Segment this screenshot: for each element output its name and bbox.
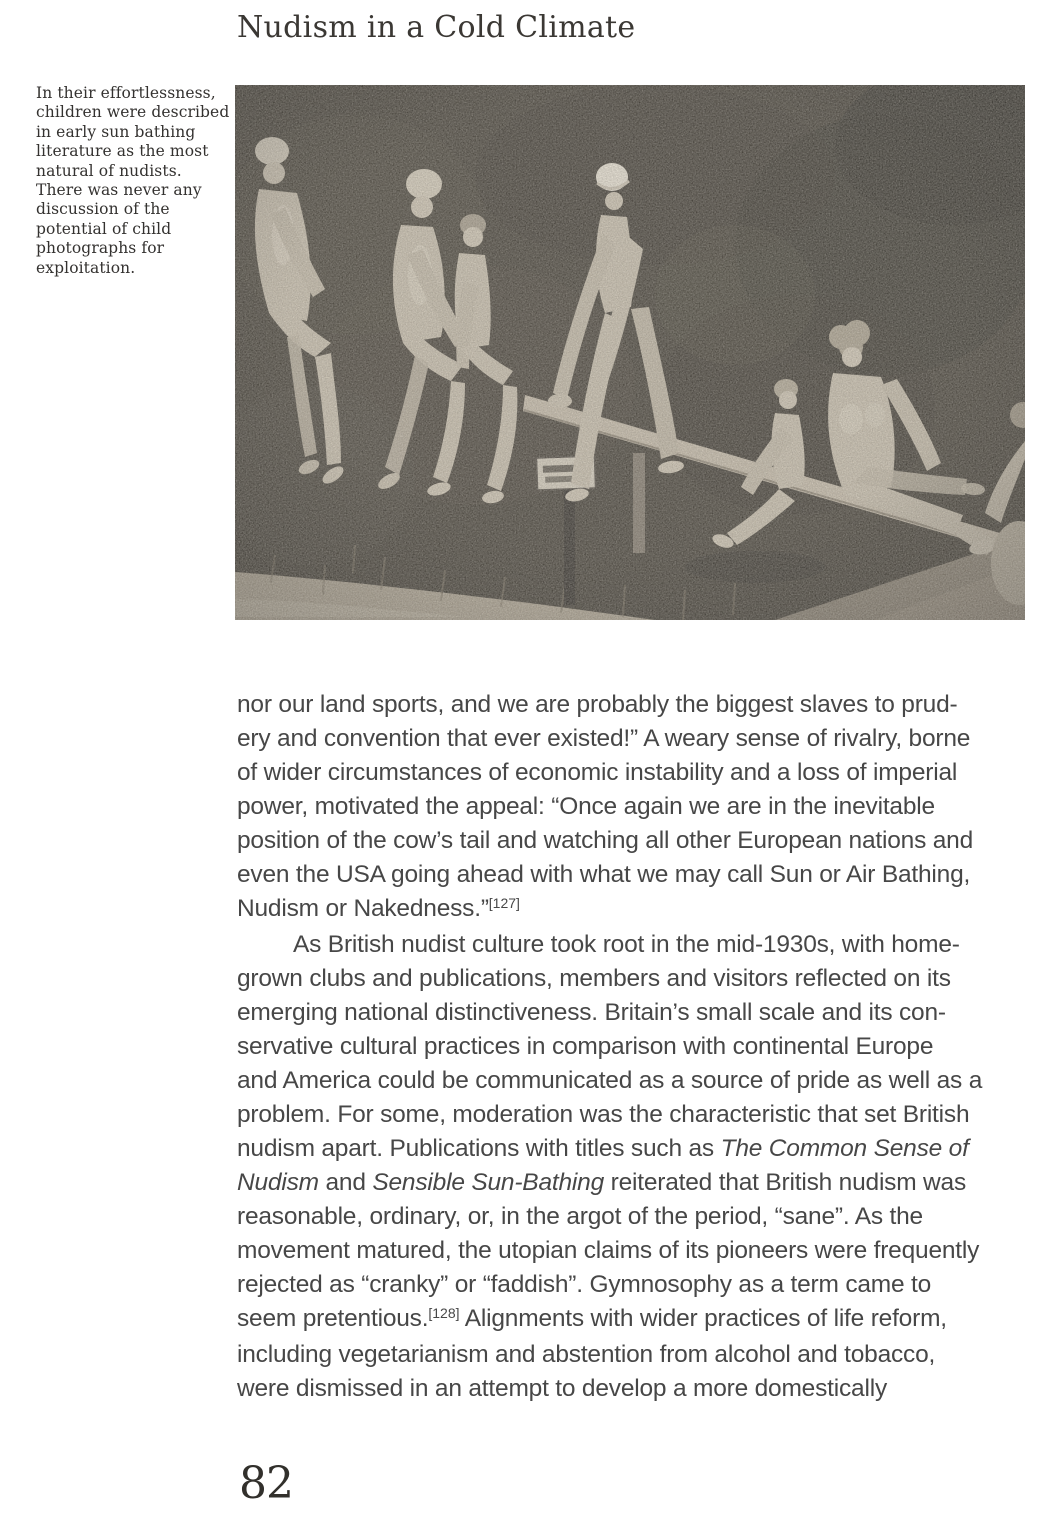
caption-line: potential of child <box>36 219 172 238</box>
margin-caption <box>36 84 228 278</box>
body-line: ery and convention that ever existed!” A weary sense of rivalry, borne <box>237 725 971 752</box>
body-line: nor our land sports, and we are probably the biggest slaves to prud- <box>237 691 958 718</box>
body-line: were dismissed in an attempt to develop a more domestically <box>237 1375 888 1402</box>
caption-line: in early sun bathing <box>36 122 196 141</box>
caption-line: exploitation. <box>36 258 136 277</box>
body-line: Nudism or Nakedness.”[127] <box>237 895 520 922</box>
body-line: even the USA going ahead with what we may call Sun or Air Bathing, <box>237 861 971 888</box>
body-line: of wider circumstances of economic instability and a loss of imperial <box>237 759 958 786</box>
body-line: and America could be communicated as a source of pride as well as a <box>237 1067 983 1094</box>
caption-line: photographs for <box>36 239 165 258</box>
body-line: nudism apart. Publications with titles such as The Common Sense of <box>237 1135 969 1162</box>
body-line: rejected as “cranky” or “faddish”. Gymnosophy as a term came to <box>237 1271 932 1298</box>
body-line: problem. For some, moderation was the characteristic that set British <box>237 1101 970 1128</box>
page-number: 82 <box>239 1458 293 1509</box>
body-line: emerging national distinctiveness. Britain’s small scale and its con- <box>237 999 946 1026</box>
caption-line: children were described <box>36 103 230 122</box>
body-line: grown clubs and publications, members and visitors reflected on its <box>237 965 951 992</box>
caption-line: In their effortlessness, <box>36 84 216 102</box>
caption-line: discussion of the <box>36 200 170 219</box>
body-line: seem pretentious.[128] Alignments with wider practices of life reform, <box>237 1305 947 1332</box>
body-text <box>237 688 1037 1406</box>
caption-line: literature as the most <box>36 142 209 161</box>
body-line: including vegetarianism and abstention from alcohol and tobacco, <box>237 1341 936 1368</box>
caption-line: natural of nudists. <box>36 161 182 180</box>
body-line: reasonable, ordinary, or, in the argot of the period, “sane”. As the <box>237 1203 923 1230</box>
body-line: Nudism and Sensible Sun-Bathing reiterated that British nudism was <box>237 1169 967 1196</box>
body-line: As British nudist culture took root in the mid-1930s, with home- <box>293 931 960 958</box>
body-line: power, motivated the appeal: “Once again we are in the inevitable <box>237 793 935 820</box>
body-line: movement matured, the utopian claims of its pioneers were frequently <box>237 1237 980 1264</box>
photo-illustration <box>235 85 1025 620</box>
page-title: Nudism in a Cold Climate <box>237 10 636 45</box>
body-line: position of the cow’s tail and watching all other European nations and <box>237 827 974 854</box>
caption-line: There was never any <box>36 181 202 200</box>
photo <box>235 85 1025 620</box>
body-line: servative cultural practices in comparison with continental Europe <box>237 1033 934 1060</box>
